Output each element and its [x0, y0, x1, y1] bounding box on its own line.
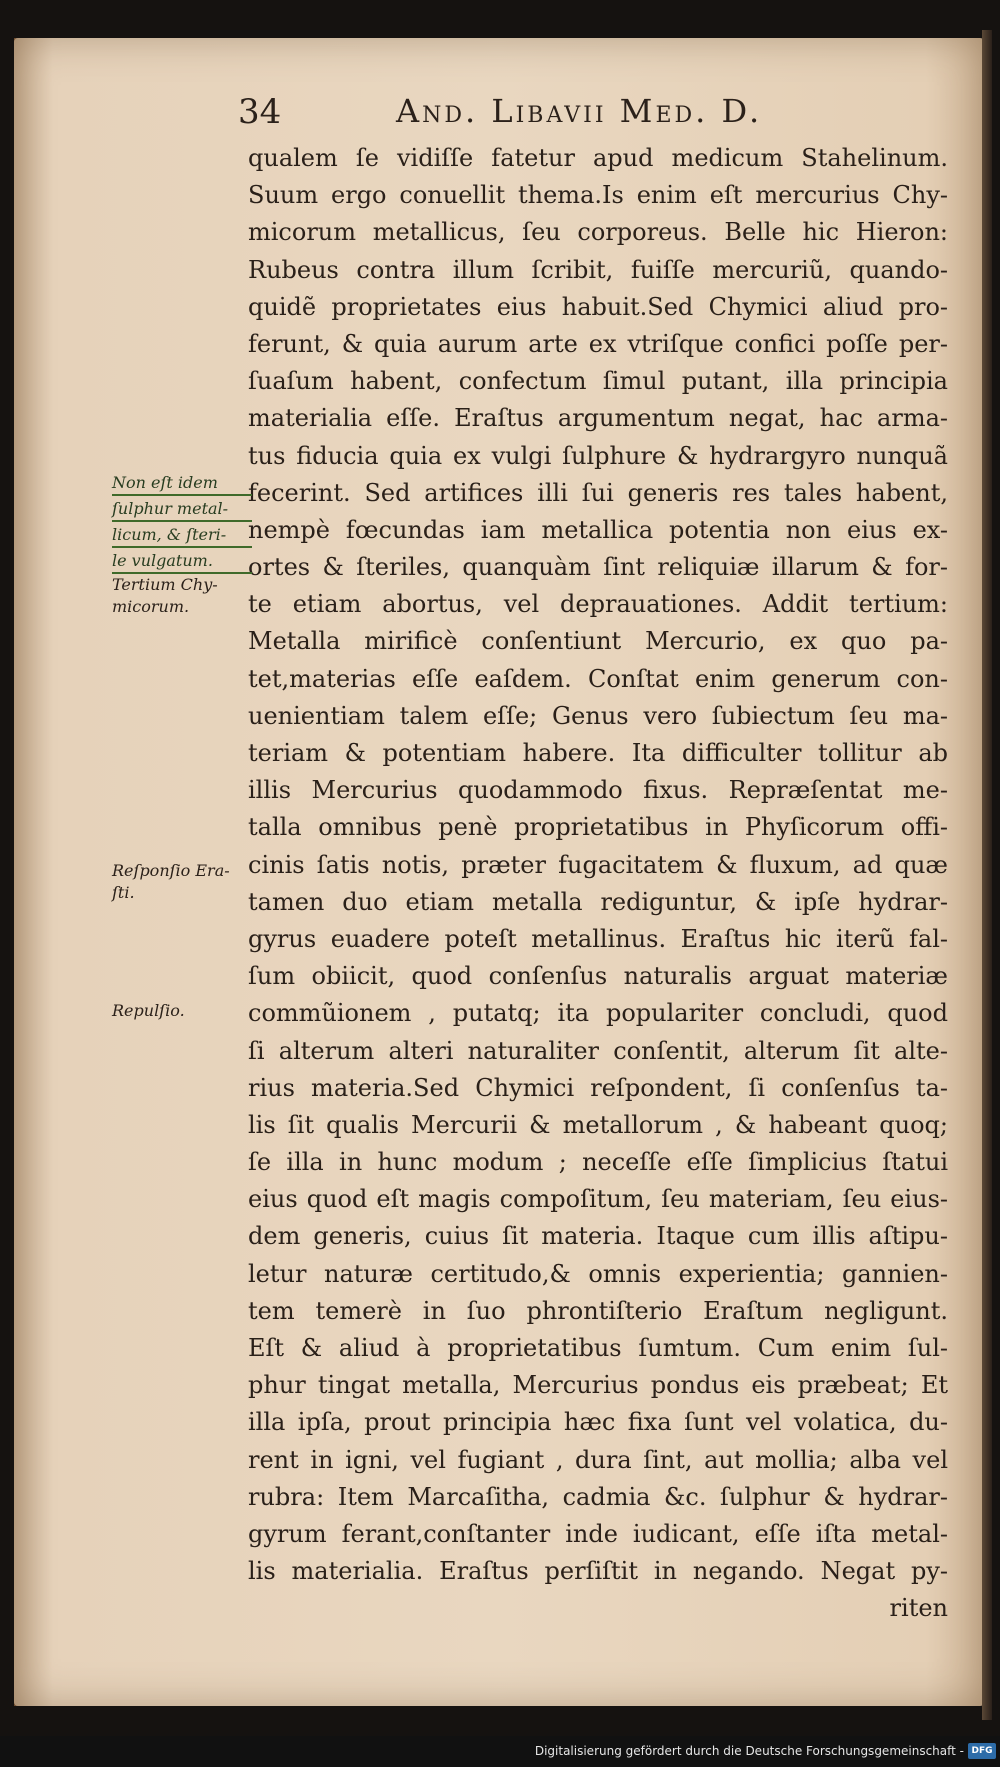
margin-note-responsio — [112, 860, 252, 904]
text-line: micorum metallicus, ſeu corporeus. Belle hic Hieron: — [248, 218, 948, 247]
body-text — [248, 140, 948, 1628]
text-line: dem generis, cuius ſit materia. Itaque cum illis aſtipu- — [248, 1222, 948, 1251]
text-line: ſum obiicit, quod conſenſus naturalis arguat materiæ — [248, 962, 948, 991]
text-line: quidẽ proprietates eius habuit.Sed Chymici aliud pro- — [248, 292, 948, 321]
margin-note-sulphur — [112, 472, 252, 576]
page-number: 34 — [238, 92, 282, 132]
text-line: tus fiducia quia ex vulgi ſulphure & hydrargyro nunquã — [248, 441, 948, 470]
text-line: materialia eſſe. Eraſtus argumentum negat, hac arma- — [248, 404, 948, 433]
page-header — [0, 92, 1000, 132]
running-head: And. Libavii Med. D. — [396, 92, 763, 130]
text-line: rubra: Item Marcaſitha, cadmia &c. ſulphur & hydrar- — [248, 1482, 948, 1511]
text-line: gyrus euadere poteſt metallinus. Eraſtus hic iterũ fal- — [248, 924, 948, 953]
margin-note-line: Non eſt idem — [112, 472, 252, 496]
text-line: ortes & ſteriles, quanquàm ſint reliquiæ illarum & for- — [248, 553, 948, 582]
text-line: ferunt, & quia aurum arte ex vtriſque confici poſſe per- — [248, 329, 948, 358]
text-line: fecerint. Sed artifices illi ſui generis res tales habent, — [248, 478, 948, 507]
text-line: lis ſit qualis Mercurii & metallorum , & habeant quoq; — [248, 1110, 948, 1139]
text-line: illis Mercurius quodammodo fixus. Repræſentat me- — [248, 776, 948, 805]
text-line: Eſt & aliud à proprietatibus ſumtum. Cum enim ſul- — [248, 1334, 948, 1362]
text-line: gyrum ferant,conſtanter inde iudicant, eſſe iſta metal- — [248, 1519, 948, 1548]
text-line: Suum ergo conuellit thema.Is enim eſt mercurius Chy- — [248, 181, 948, 210]
margin-note-line: Repulſio. — [112, 1001, 185, 1020]
footer-credit: Digitalisierung gefördert durch die Deutsche Forschungsgemeinschaft - — [534, 1744, 964, 1758]
text-line: tem temerè in ſuo phrontiſterio Eraſtum negligunt. — [248, 1296, 948, 1325]
text-line: ſi alterum alteri naturaliter conſentit, alterum ſit alte- — [248, 1036, 948, 1065]
text-line: ſuaſum habent, confectum ſimul putant, illa principia — [248, 367, 948, 396]
text-line: tet,materias eſſe eaſdem. Conſtat enim generum con- — [248, 664, 948, 693]
text-line: commũionem , putatq; ita populariter concludi, quod — [248, 999, 948, 1028]
text-line: rius materia.Sed Chymici reſpondent, ſi conſenſus ta- — [248, 1073, 948, 1102]
text-line: lis materialia. Eraſtus perſiſtit in negando. Negat py- — [248, 1557, 948, 1586]
text-line: teriam & potentiam habere. Ita difficulter tollitur ab — [248, 739, 948, 767]
margin-note-line: micorum. — [112, 597, 190, 616]
margin-note-line: licum, & ſteri- — [112, 524, 252, 548]
text-line: letur naturæ certitudo,& omnis experientia; gannien- — [248, 1259, 948, 1288]
margin-note-line: ſulphur metal- — [112, 498, 252, 522]
text-line: tamen duo etiam metalla rediguntur, & ipſe hydrar- — [248, 887, 948, 916]
text-line: riten — [889, 1594, 948, 1623]
text-line: ſe illa in hunc modum ; neceſſe eſſe ſimplicius ſtatui — [248, 1148, 948, 1177]
text-line: rent in igni, vel fugiant , dura ſint, aut mollia; alba vel — [248, 1445, 948, 1474]
text-line: cinis ſatis notis, præter fugacitatem & fluxum, ad quæ — [248, 850, 948, 879]
text-line: te etiam abortus, vel deprauationes. Addit tertium: — [248, 590, 948, 619]
page-edge — [982, 30, 992, 1720]
margin-note-line: ſti. — [112, 883, 135, 902]
text-line: Rubeus contra illum ſcribit, fuiſſe mercuriũ, quando- — [248, 255, 948, 284]
text-line: eius quod eſt magis compoſitum, ſeu materiam, ſeu eius- — [248, 1185, 948, 1214]
dfg-logo: DFG — [968, 1743, 996, 1759]
text-line: talla omnibus penè proprietatibus in Phyſicorum offi- — [248, 813, 948, 842]
margin-note-line: Tertium Chy- — [112, 575, 218, 594]
footer-bar — [0, 1736, 1000, 1767]
text-line: Metalla mirificè conſentiunt Mercurio, ex quo pa- — [248, 627, 948, 656]
text-line: uenientiam talem eſſe; Genus vero ſubiectum ſeu ma- — [248, 701, 948, 730]
text-line: nempè fœcundas iam metallica potentia non eius ex- — [248, 515, 948, 544]
text-line: qualem ſe vidiſſe fatetur apud medicum Stahelinum. — [248, 144, 948, 172]
margin-note-repulsio — [112, 1000, 252, 1022]
margin-note-line: Reſponſio Era- — [112, 861, 230, 880]
margin-note-line: le vulgatum. — [112, 550, 252, 574]
text-line: phur tingat metalla, Mercurius pondus eis præbeat; Et — [248, 1371, 948, 1400]
text-line: illa ipſa, prout principia hæc fixa ſunt vel volatica, du- — [248, 1408, 948, 1437]
margin-note-tertium — [112, 574, 252, 618]
